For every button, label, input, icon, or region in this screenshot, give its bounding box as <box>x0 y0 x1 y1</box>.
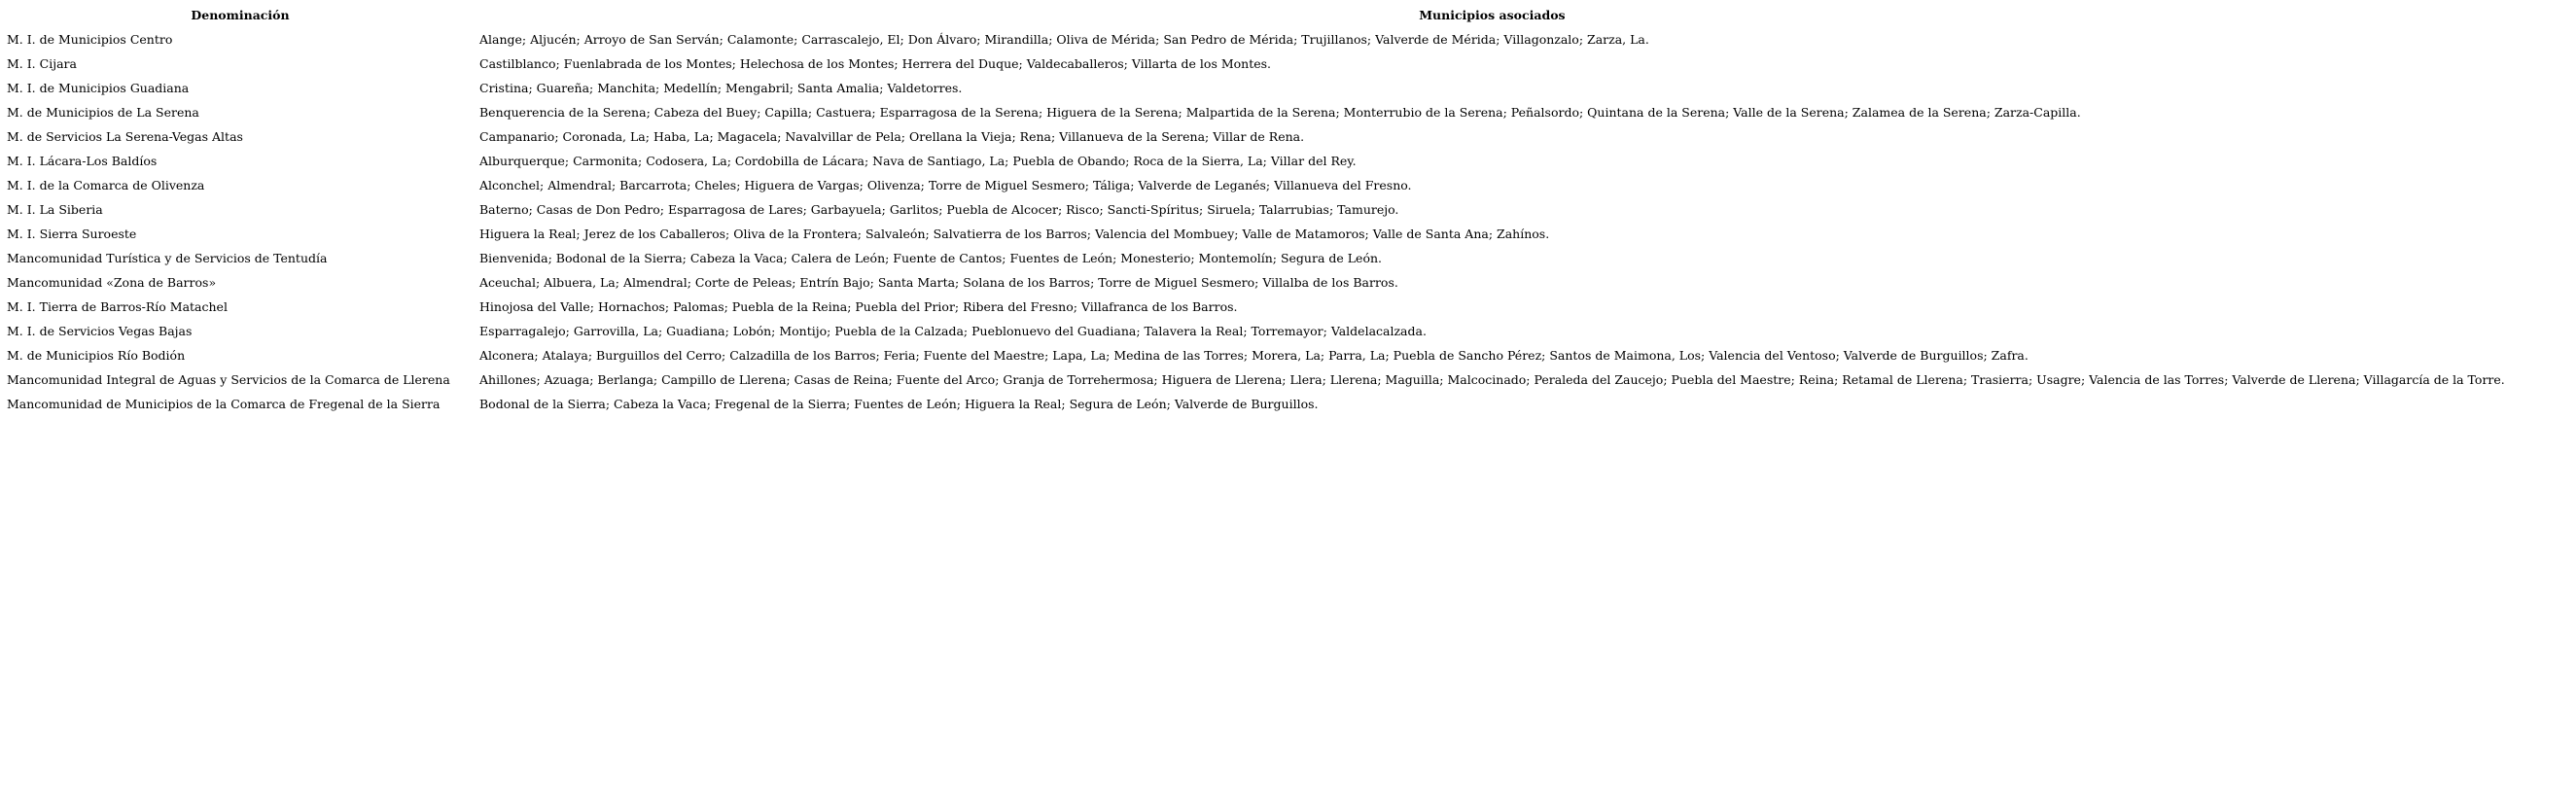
mancomunidades-table <box>3 2 2509 417</box>
municipios-cell: Cristina; Guareña; Manchita; Medellín; Mengabril; Santa Amalia; Valdetorres. <box>479 81 963 95</box>
denominacion-cell: M. I. de la Comarca de Olivenza <box>7 178 205 192</box>
column-header-municipios: Municipios asociados <box>1419 8 1566 22</box>
denominacion-cell: Mancomunidad de Municipios de la Comarca de Fregenal de la Sierra <box>7 397 441 411</box>
denominacion-cell: M. I. Tierra de Barros-Río Matachel <box>7 299 228 314</box>
table-row <box>5 101 2507 123</box>
table-row <box>5 247 2507 269</box>
denominacion-cell: M. I. Lácara-Los Baldíos <box>7 154 158 168</box>
denominacion-cell: M. I. Sierra Suroeste <box>7 227 137 241</box>
table-header <box>5 4 2507 26</box>
municipios-cell: Castilblanco; Fuenlabrada de los Montes; Helechosa de los Montes; Herrera del Duque; Valdecaballeros; Villarta de los Montes. <box>479 56 1272 71</box>
municipios-cell: Campanario; Coronada, La; Haba, La; Magacela; Navalvillar de Pela; Orellana la Vieja; Rena; Villanueva de la Serena; Villar de Rena. <box>479 129 1305 144</box>
municipios-cell: Hinojosa del Valle; Hornachos; Palomas; Puebla de la Reina; Puebla del Prior; Ribera del Fresno; Villafranca de los Barros. <box>479 299 1238 314</box>
municipios-cell: Higuera la Real; Jerez de los Caballeros; Oliva de la Frontera; Salvaleón; Salvatierra de los Barros; Valencia del Mombuey; Valle de Matamoros; Valle de Santa Ana; Zahínos. <box>479 227 1550 241</box>
municipios-cell: Benquerencia de la Serena; Cabeza del Buey; Capilla; Castuera; Esparragosa de la Serena; Higuera de la Serena; Malpartida de la Serena; Monterrubio de la Serena; Peñalsordo; Quintana de la Serena; Valle de la Serena; Zalamea de la Serena; Zarza-Capilla. <box>479 105 2081 120</box>
table-row <box>5 223 2507 245</box>
table-row <box>5 320 2507 342</box>
municipios-cell: Alconchel; Almendral; Barcarrota; Cheles; Higuera de Vargas; Olivenza; Torre de Miguel Sesmero; Táliga; Valverde de Leganés; Villanueva del Fresno. <box>479 178 1412 192</box>
denominacion-cell: M. I. Cijara <box>7 56 77 71</box>
municipios-cell: Baterno; Casas de Don Pedro; Esparragosa de Lares; Garbayuela; Garlitos; Puebla de Alcocer; Risco; Sancti-Spíritus; Siruela; Talarrubias; Tamurejo. <box>479 202 1399 217</box>
municipios-cell: Alconera; Atalaya; Burguillos del Cerro; Calzadilla de los Barros; Feria; Fuente del Maestre; Lapa, La; Medina de las Torres; Morera, La; Parra, La; Puebla de Sancho Pérez; Santos de Maimona, Los; Valencia del Ventoso; Valverde de Burguillos; Zafra. <box>479 348 2029 363</box>
municipios-cell: Aceuchal; Albuera, La; Almendral; Corte de Peleas; Entrín Bajo; Santa Marta; Solana de los Barros; Torre de Miguel Sesmero; Villalba de los Barros. <box>479 275 1398 290</box>
column-header-denominacion: Denominación <box>191 8 290 22</box>
denominacion-cell: M. de Municipios Río Bodión <box>7 348 186 363</box>
table-row <box>5 52 2507 75</box>
table-row <box>5 28 2507 51</box>
municipios-cell: Esparragalejo; Garrovilla, La; Guadiana; Lobón; Montijo; Puebla de la Calzada; Pueblonuevo del Guadiana; Talavera la Real; Torremayor; Valdelacalzada. <box>479 324 1427 338</box>
table-row <box>5 296 2507 318</box>
table-row <box>5 174 2507 196</box>
table-row <box>5 271 2507 294</box>
denominacion-cell: M. I. de Servicios Vegas Bajas <box>7 324 193 338</box>
denominacion-cell: M. I. de Municipios Centro <box>7 32 173 47</box>
denominacion-cell: M. I. La Siberia <box>7 202 103 217</box>
municipios-cell: Alange; Aljucén; Arroyo de San Serván; Calamonte; Carrascalejo, El; Don Álvaro; Mirandilla; Oliva de Mérida; San Pedro de Mérida; Trujillanos; Valverde de Mérida; Villagonzalo; Zarza, La. <box>479 32 1649 47</box>
table-body <box>5 28 2507 415</box>
municipios-cell: Alburquerque; Carmonita; Codosera, La; Cordobilla de Lácara; Nava de Santiago, La; Puebla de Obando; Roca de la Sierra, La; Villar del Rey. <box>479 154 1357 168</box>
table-row <box>5 393 2507 415</box>
municipios-cell: Ahillones; Azuaga; Berlanga; Campillo de Llerena; Casas de Reina; Fuente del Arco; Granja de Torrehermosa; Higuera de Llerena; Llera; Llerena; Maguilla; Malcocinado; Peraleda del Zaucejo; Puebla del Maestre; Reina; Retamal de Llerena; Trasierra; Usagre; Valencia de las Torres; Valverde de Llerena; Villagarcía de la Torre. <box>479 372 2505 387</box>
denominacion-cell: Mancomunidad Integral de Aguas y Servicios de la Comarca de Llerena <box>7 372 450 387</box>
table-row <box>5 198 2507 221</box>
header-row <box>5 4 2507 26</box>
denominacion-cell: M. I. de Municipios Guadiana <box>7 81 190 95</box>
table-row <box>5 77 2507 99</box>
municipios-cell: Bodonal de la Sierra; Cabeza la Vaca; Fregenal de la Sierra; Fuentes de León; Higuera la Real; Segura de León; Valverde de Burguillos. <box>479 397 1319 411</box>
municipios-cell: Bienvenida; Bodonal de la Sierra; Cabeza la Vaca; Calera de León; Fuente de Cantos; Fuentes de León; Monesterio; Montemolín; Segura de León. <box>479 251 1382 265</box>
denominacion-cell: Mancomunidad «Zona de Barros» <box>7 275 217 290</box>
denominacion-cell: Mancomunidad Turística y de Servicios de Tentudía <box>7 251 328 265</box>
table-row <box>5 125 2507 148</box>
table-row <box>5 344 2507 367</box>
table-row <box>5 150 2507 172</box>
denominacion-cell: M. de Servicios La Serena-Vegas Altas <box>7 129 243 144</box>
table-row <box>5 368 2507 391</box>
denominacion-cell: M. de Municipios de La Serena <box>7 105 199 120</box>
